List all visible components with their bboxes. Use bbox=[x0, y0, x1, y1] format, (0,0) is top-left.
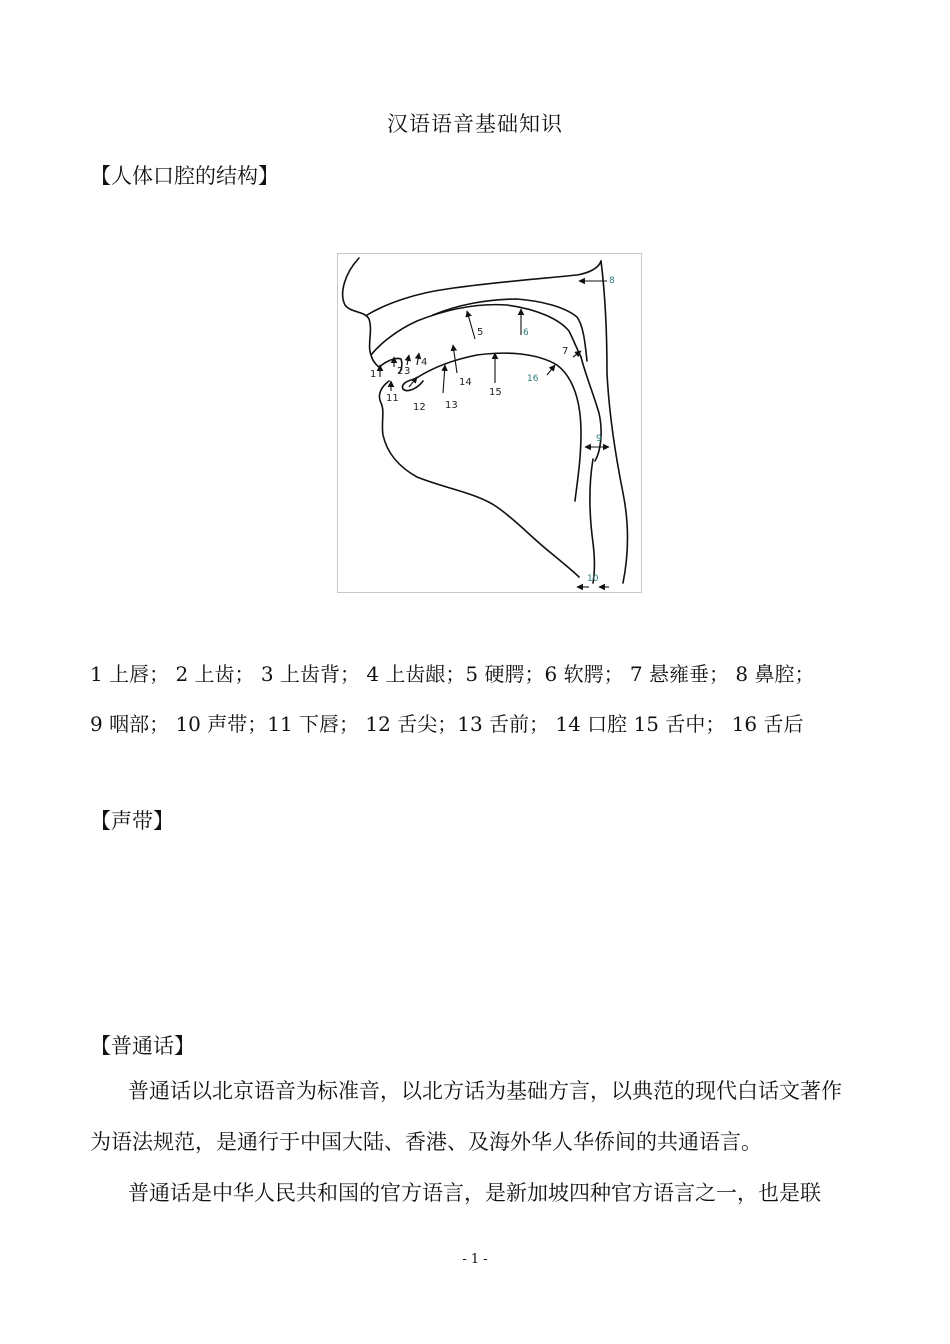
label-7: 7 bbox=[562, 346, 569, 357]
label-1: 1 bbox=[370, 369, 377, 380]
label-9: 9 bbox=[596, 434, 602, 444]
label-8: 8 bbox=[609, 276, 615, 286]
label-5: 5 bbox=[477, 327, 484, 338]
legend-line-2: 9 咽部； 10 声带；11 下唇； 12 舌尖；13 舌前； 14 口腔 15 舌中； 16 舌后 bbox=[90, 712, 804, 736]
label-15: 15 bbox=[489, 387, 502, 398]
legend-line-1: 1 上唇； 2 上齿； 3 上齿背； 4 上齿龈；5 硬腭；6 软腭； 7 悬雍垂； 8 鼻腔； bbox=[90, 662, 815, 686]
document-title: 汉语语音基础知识 bbox=[387, 112, 563, 136]
label-11: 11 bbox=[386, 393, 399, 404]
label-6: 6 bbox=[523, 328, 529, 338]
diagram-arrows bbox=[380, 281, 609, 587]
label-16: 16 bbox=[527, 374, 539, 384]
paragraph-1: 普通话以北京语音为标准音，以北方话为基础方言，以典范的现代白话文著作为语法规范，是通行于中国大陆、香港、及海外华人华侨间的共通语言。 bbox=[90, 1079, 842, 1154]
section-heading-oral-cavity: 【人体口腔的结构】 bbox=[90, 164, 279, 188]
oral-cavity-outline bbox=[343, 258, 628, 583]
section-heading-putonghua: 【普通话】 bbox=[90, 1034, 195, 1058]
label-3: 3 bbox=[404, 366, 411, 377]
oral-cavity-diagram bbox=[337, 253, 642, 593]
label-4: 4 bbox=[421, 357, 428, 368]
paragraph-2: 普通话是中华人民共和国的官方语言，是新加坡四种官方语言之一，也是联 bbox=[128, 1181, 821, 1205]
label-2: 2 bbox=[397, 366, 404, 377]
section-heading-vocal-cords: 【声带】 bbox=[90, 809, 174, 833]
label-12: 12 bbox=[413, 402, 426, 413]
label-10: 10 bbox=[587, 574, 599, 584]
label-14: 14 bbox=[459, 377, 472, 388]
page-number: - 1 - bbox=[462, 1252, 488, 1267]
label-13: 13 bbox=[445, 400, 458, 411]
